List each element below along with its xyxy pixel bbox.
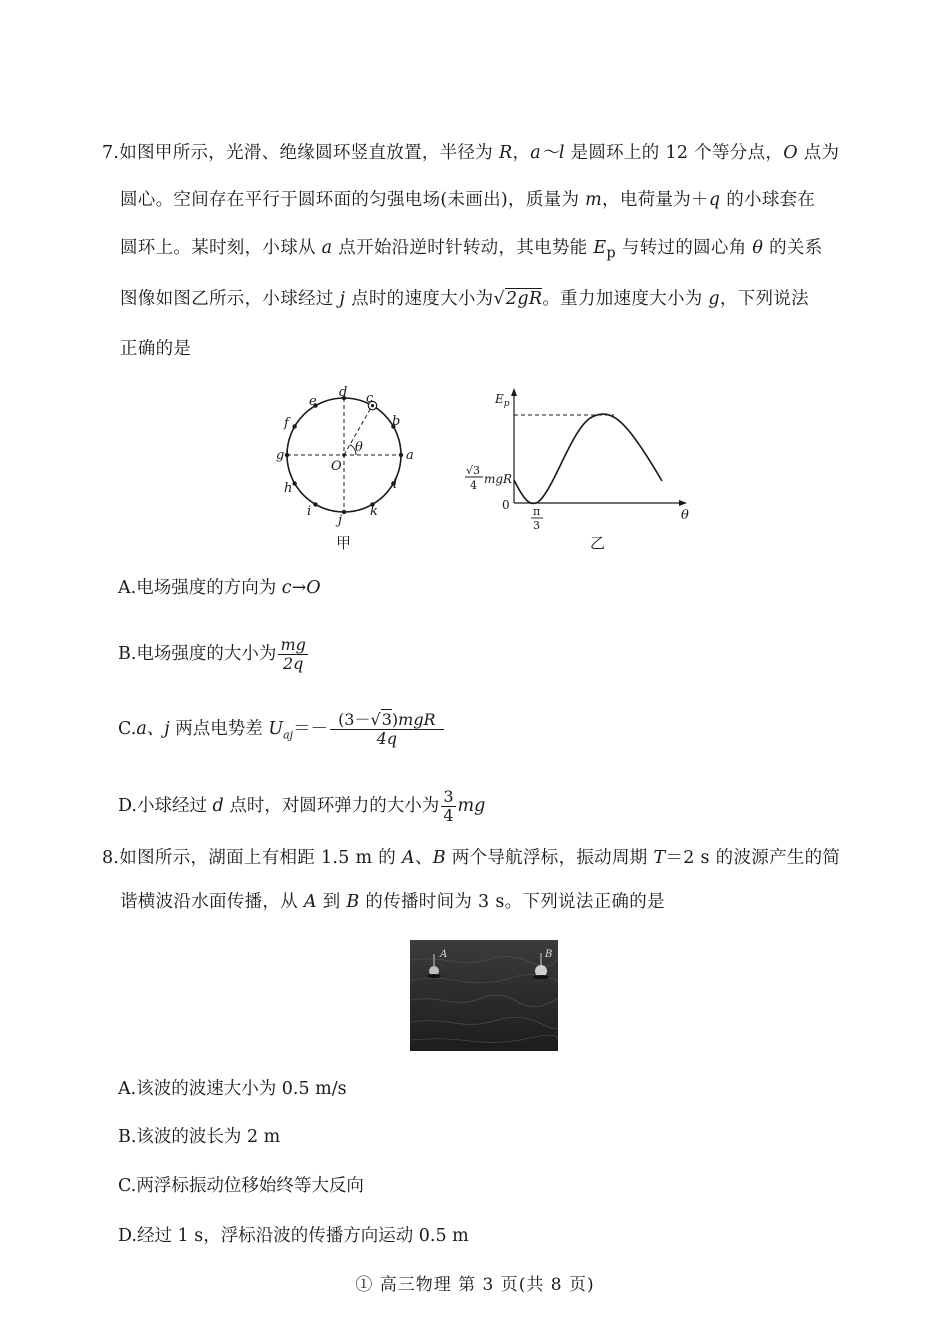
label-k: k (370, 504, 378, 519)
q7-line-5: 正确的是 (120, 339, 192, 359)
q8-number: 8. (102, 848, 120, 868)
figure-yi-graph (462, 385, 707, 555)
q8-line-2: 谐横波沿水面传播，从 A 到 B 的传播时间为 3 s。下列说法正确的是 (120, 892, 665, 912)
label-theta: θ (355, 440, 363, 455)
y-axis-label: $E_p$ (495, 392, 510, 409)
label-b: b (392, 414, 401, 429)
q7-line-4: 图像如图乙所示，小球经过 j 点时的速度大小为√2gR。重力加速度大小为 g，下列说法 (120, 289, 809, 309)
label-O: O (331, 459, 342, 474)
x-tick-num: π (533, 505, 541, 518)
q7-line-3: 圆环上。某时刻，小球从 a 点开始沿逆时针转动，其电势能 $E_p$ 与转过的圆心角 θ 的关系 (120, 238, 823, 262)
label-c: c (366, 391, 374, 406)
photo-label-b: B (545, 949, 553, 960)
y-tick-suffix: mgR (484, 472, 513, 486)
q7-option-a[interactable]: A.电场强度的方向为 c→O (118, 578, 321, 598)
label-d: d (339, 385, 348, 400)
origin-label: 0 (502, 498, 510, 512)
label-j: j (338, 513, 343, 528)
fraction: $\frac{mg}{2q}$ (280, 635, 306, 673)
x-tick-den: 3 (533, 519, 540, 532)
fraction: $\frac{3}{4}$ (443, 787, 454, 825)
ep-curve (514, 414, 662, 504)
y-tick-num: √3 (466, 464, 481, 477)
figure-jia-circle (270, 385, 420, 555)
caption-jia: 甲 (336, 534, 352, 552)
q8-option-c[interactable]: C.两浮标振动位移始终等大反向 (118, 1176, 364, 1196)
q7-option-c[interactable]: C.a、j 两点电势差 $U_{aj}=-$ $\frac{\text{(3－√3)mgR}}{4q}$ (118, 711, 446, 748)
label-f: f (284, 416, 289, 431)
label-i: i (307, 504, 312, 519)
label-a: a (406, 448, 414, 463)
label-e: e (309, 394, 317, 409)
label-l: l (393, 477, 398, 492)
q7-option-d[interactable]: D.小球经过 d 点时，对圆环弹力的大小为 $\frac{3}{4}$ mg (118, 787, 486, 825)
q8-option-b[interactable]: B.该波的波长为 2 m (118, 1127, 281, 1147)
fraction: $\frac{\text{(3－√3)mgR}}{4q}$ (330, 711, 444, 748)
caption-yi: 乙 (590, 534, 606, 552)
q7-line-1: 7.如图甲所示，光滑、绝缘圆环竖直放置，半径为 R，a～l 是圆环上的 12 个等分点，O 点为 (102, 143, 840, 163)
q8-option-d[interactable]: D.经过 1 s，浮标沿波的传播方向运动 0.5 m (118, 1226, 469, 1246)
q8-option-a[interactable]: A.该波的波速大小为 0.5 m/s (118, 1079, 347, 1099)
q7-number: 7. (102, 143, 120, 163)
buoy-lake-photo (410, 940, 558, 1051)
x-axis-label: θ (681, 508, 689, 523)
y-tick-den: 4 (470, 479, 477, 492)
q8-line-1: 8.如图所示，湖面上有相距 1.5 m 的 A、B 两个导航浮标，振动周期 T＝2 s 的波源产生的简 (102, 848, 841, 868)
q7-line-2: 圆心。空间存在平行于圆环面的匀强电场(未画出)，质量为 m，电荷量为＋q 的小球套在 (120, 190, 816, 210)
photo-label-a: A (440, 949, 448, 960)
page-footer: ① 高三物理 第 3 页(共 8 页) (355, 1275, 595, 1295)
q7-option-b[interactable]: B.电场强度的大小为 $\frac{mg}{2q}$ (118, 635, 306, 673)
label-h: h (284, 481, 293, 496)
label-g: g (276, 448, 285, 463)
